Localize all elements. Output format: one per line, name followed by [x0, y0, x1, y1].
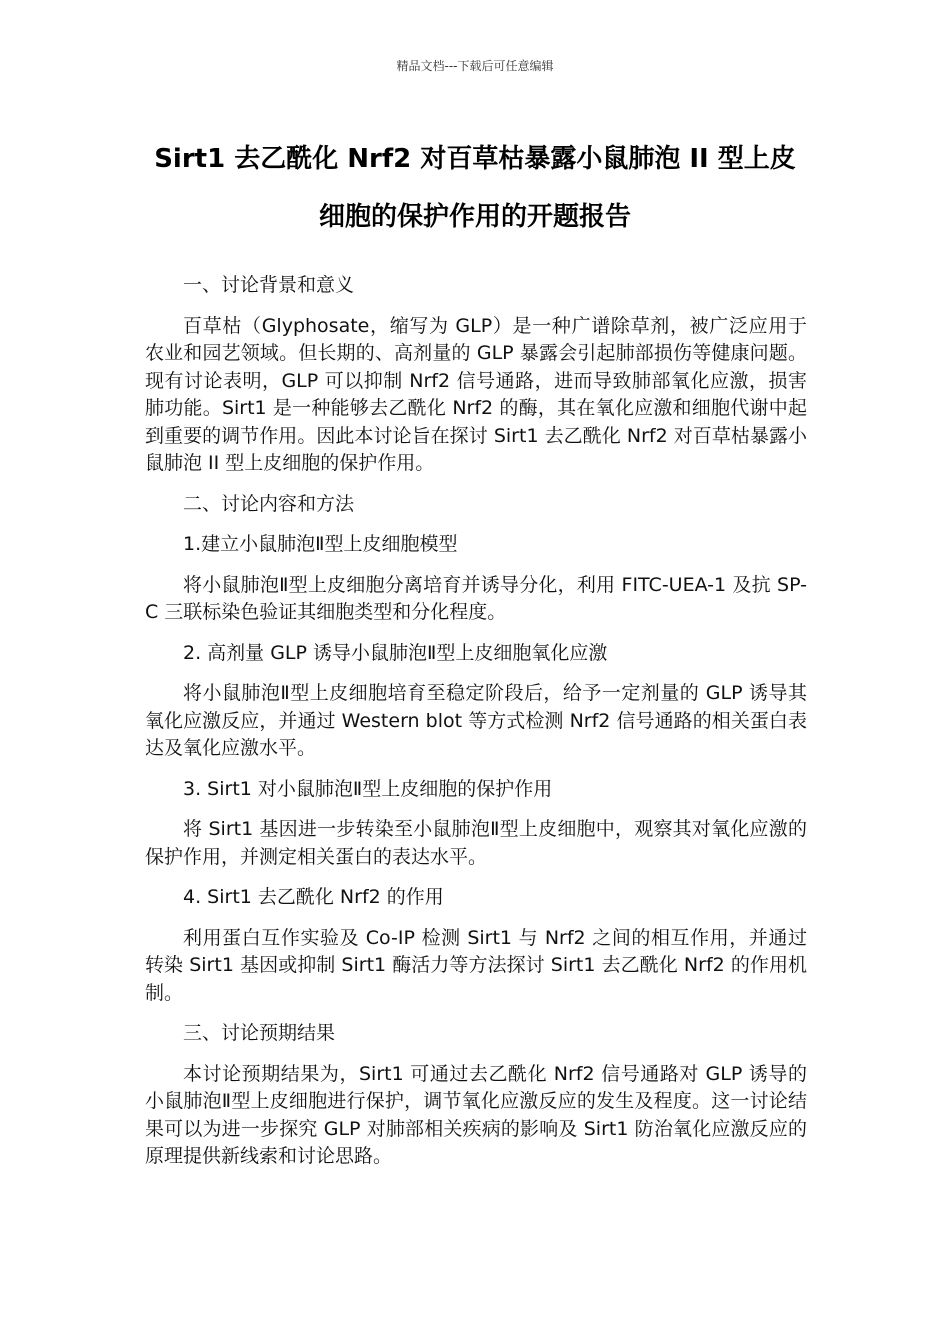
subheading-sirt1-protection: 3. Sirt1 对小鼠肺泡Ⅱ型上皮细胞的保护作用 [183, 777, 553, 800]
paragraph-glp-induction: 将小鼠肺泡Ⅱ型上皮细胞培育至稳定阶段后，给予一定剂量的 GLP 诱导其氧化应激反应，并通过 Western blot 等方式检测 Nrf2 信号通路的相关蛋白表达及氧化应激水平。 [145, 682, 807, 759]
paragraph-sirt1-protection: 将 Sirt1 基因进一步转染至小鼠肺泡Ⅱ型上皮细胞中，观察其对氧化应激的保护作用，并测定相关蛋白的表达水平。 [145, 818, 807, 868]
paragraph-expected-results: 本讨论预期结果为，Sirt1 可通过去乙酰化 Nrf2 信号通路对 GLP 诱导的小鼠肺泡Ⅱ型上皮细胞进行保护，调节氧化应激反应的发生及程度。这一讨论结果可以为进一步探究 GLP 对肺部相关疾病的影响及 Sirt1 防治氧化应激反应的原理提供新线索和讨论思路。 [145, 1062, 807, 1167]
page-header-note: 精品文档---下载后可任意编辑 [396, 59, 554, 73]
section-heading-background: 一、讨论背景和意义 [183, 274, 355, 296]
paragraph-deacetylation: 利用蛋白互作实验及 Co-IP 检测 Sirt1 与 Nrf2 之间的相互作用，并通过转染 Sirt1 基因或抑制 Sirt1 酶活力等方法探讨 Sirt1 去乙酰化 Nrf2 的作用机制。 [145, 926, 807, 1004]
subheading-cell-model: 1.建立小鼠肺泡Ⅱ型上皮细胞模型 [183, 533, 458, 555]
document-title-line-2: 细胞的保护作用的开题报告 [318, 202, 631, 232]
subheading-glp-induction: 2. 高剂量 GLP 诱导小鼠肺泡Ⅱ型上皮细胞氧化应激 [183, 641, 608, 664]
document-title-line-1: Sirt1 去乙酰化 Nrf2 对百草枯暴露小鼠肺泡 II 型上皮 [154, 144, 796, 174]
subheading-deacetylation: 4. Sirt1 去乙酰化 Nrf2 的作用 [183, 886, 444, 908]
paragraph-cell-model: 将小鼠肺泡Ⅱ型上皮细胞分离培育并诱导分化，利用 FITC-UEA-1 及抗 SP-C 三联标染色验证其细胞类型和分化程度。 [145, 573, 807, 623]
document-body [145, 272, 807, 1184]
section-heading-methods: 二、讨论内容和方法 [183, 492, 355, 515]
section-heading-expected-results: 三、讨论预期结果 [183, 1022, 336, 1044]
paragraph-background: 百草枯（Glyphosate，缩写为 GLP）是一种广谱除草剂，被广泛应用于农业和园艺领域。但长期的、高剂量的 GLP 暴露会引起肺部损伤等健康问题。现有讨论表明，GLP 可以抑制 Nrf2 信号通路，进而导致肺部氧化应激，损害肺功能。Sirt1 是一种能够去乙酰化 Nrf2 的酶，其在氧化应激和细胞代谢中起到重要的调节作用。因此本讨论旨在探讨 Sirt1 去乙酰化 Nrf2 对百草枯暴露小鼠肺泡 II 型上皮细胞的保护作用。 [145, 314, 807, 474]
